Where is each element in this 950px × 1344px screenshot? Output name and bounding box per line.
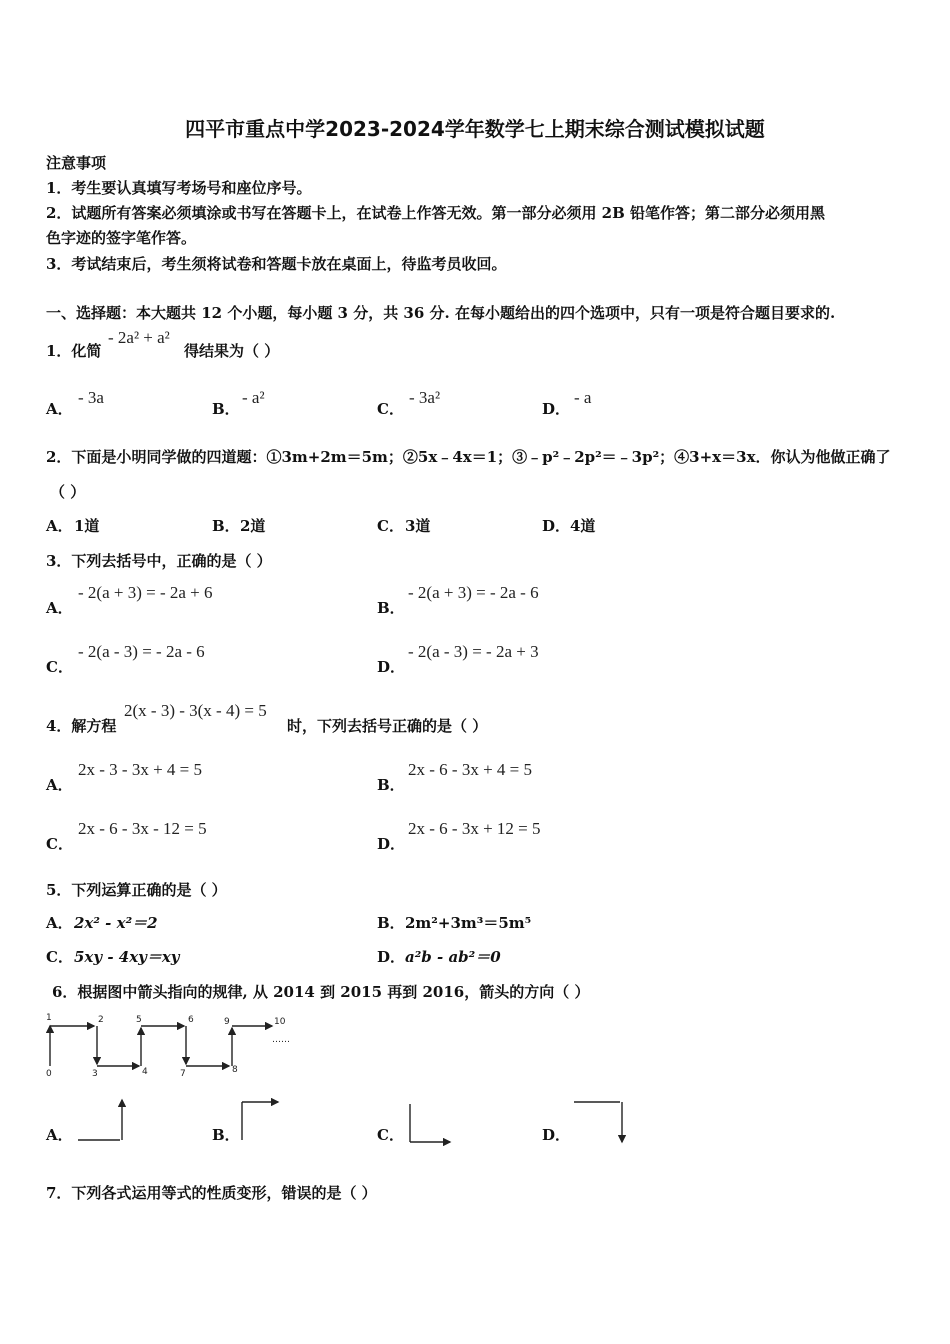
option-value: 2x - 6 - 3x - 12 = 5 <box>78 819 207 838</box>
option-value: - 3a² <box>409 388 441 407</box>
arrow-option-a-icon <box>74 1094 130 1146</box>
option-label: A． <box>46 517 73 535</box>
figure-number: 3 <box>92 1069 98 1079</box>
arrow-option-d-icon <box>570 1094 630 1148</box>
question-1-prefix: 1．化简 <box>46 342 102 360</box>
figure-number: 7 <box>180 1069 186 1079</box>
notice-item: 色字迹的签字笔作答。 <box>46 229 197 247</box>
figure-number: 4 <box>142 1067 148 1077</box>
option-value: 1道 <box>74 517 100 535</box>
option-label: B． <box>377 914 405 932</box>
figure-number: 9 <box>224 1017 230 1027</box>
arrow-option-c-icon <box>404 1098 456 1148</box>
option-label: A． <box>46 776 73 794</box>
page-title: 四平市重点中学2023-2024学年数学七上期末综合测试模拟试题 <box>185 117 765 141</box>
option-value: - a <box>574 388 592 407</box>
option-value: - a² <box>242 388 265 407</box>
notice-item: 3．考试结束后，考生须将试卷和答题卡放在桌面上，待监考员收回。 <box>46 255 507 273</box>
option-label: A． <box>46 599 73 617</box>
question-4-prefix: 4．解方程 <box>46 717 117 735</box>
option-label: D． <box>377 835 406 853</box>
question-1-expression: - 2a² + a² <box>108 328 170 347</box>
question-2-text-cont: （ ） <box>50 483 86 501</box>
figure-number: 0 <box>46 1069 52 1079</box>
option-label: C． <box>46 658 73 676</box>
option-label: C． <box>377 517 404 535</box>
option-value: 2x - 6 - 3x + 4 = 5 <box>408 760 532 779</box>
figure-number: 10 <box>274 1017 286 1027</box>
option-value: 4道 <box>570 517 596 535</box>
option-label: A． <box>46 1126 73 1144</box>
option-label: A． <box>46 400 73 418</box>
figure-number: 1 <box>46 1013 52 1023</box>
option-label: C． <box>46 948 73 966</box>
option-value: - 2(a - 3) = - 2a - 6 <box>78 642 205 661</box>
option-label: C． <box>377 1126 404 1144</box>
question-7-text: 7．下列各式运用等式的性质变形，错误的是（ ） <box>46 1184 377 1202</box>
option-label: C． <box>377 400 404 418</box>
figure-number: 8 <box>232 1065 238 1075</box>
option-value: 2x - 3 - 3x + 4 = 5 <box>78 760 202 779</box>
option-value: 3道 <box>405 517 431 535</box>
option-value: 2m²+3m³＝5m⁵ <box>405 914 532 932</box>
option-label: B． <box>212 400 240 418</box>
option-label: D． <box>542 400 571 418</box>
option-value: 2x - 6 - 3x + 12 = 5 <box>408 819 541 838</box>
option-label: B． <box>377 599 405 617</box>
figure-number: …… <box>272 1035 290 1045</box>
notice-item: 1．考生要认真填写考场号和座位序号。 <box>46 179 312 197</box>
option-label: A． <box>46 914 73 932</box>
question-6-text: 6．根据图中箭头指向的规律, 从 2014 到 2015 再到 2016，箭头的方向（ ） <box>52 983 590 1001</box>
question-3-text: 3．下列去括号中，正确的是（ ） <box>46 552 272 570</box>
arrow-pattern-figure <box>44 1010 304 1080</box>
option-label: D． <box>377 948 406 966</box>
question-5-text: 5．下列运算正确的是（ ） <box>46 881 227 899</box>
question-4-expression: 2(x - 3) - 3(x - 4) = 5 <box>124 701 267 720</box>
figure-number: 2 <box>98 1015 104 1025</box>
arrow-option-b-icon <box>238 1094 284 1146</box>
option-label: B． <box>212 517 240 535</box>
option-value: - 2(a - 3) = - 2a + 3 <box>408 642 539 661</box>
figure-number: 5 <box>136 1015 142 1025</box>
question-1-suffix: 得结果为（ ） <box>184 342 280 360</box>
section-heading: 一、选择题：本大题共 12 个小题，每小题 3 分，共 36 分. 在每小题给出的四个选项中，只有一项是符合题目要求的. <box>46 304 836 322</box>
option-label: C． <box>46 835 73 853</box>
notice-item: 2．试题所有答案必须填涂或书写在答题卡上，在试卷上作答无效。第一部分必须用 2B 铅笔作答；第二部分必须用黑 <box>46 204 826 222</box>
option-label: D． <box>542 1126 571 1144</box>
notice-heading: 注意事项 <box>46 154 107 172</box>
figure-number: 6 <box>188 1015 194 1025</box>
option-value: - 3a <box>78 388 104 407</box>
option-value: 2x² - x²＝2 <box>74 914 158 932</box>
question-2-text: 2．下面是小明同学做的四道题：①3m+2m＝5m；②5x﹣4x＝1；③﹣p²﹣2p²＝﹣3p²；④3+x＝3x．你认为他做正确了 <box>46 448 891 466</box>
question-4-suffix: 时，下列去括号正确的是（ ） <box>287 717 488 735</box>
option-label: D． <box>542 517 571 535</box>
option-value: 2道 <box>240 517 266 535</box>
option-label: B． <box>212 1126 240 1144</box>
option-value: - 2(a + 3) = - 2a - 6 <box>408 583 539 602</box>
option-value: - 2(a + 3) = - 2a + 6 <box>78 583 213 602</box>
option-value: 5xy - 4xy＝xy <box>74 948 180 966</box>
option-label: B． <box>377 776 405 794</box>
option-label: D． <box>377 658 406 676</box>
option-value: a²b - ab²＝0 <box>405 948 501 966</box>
